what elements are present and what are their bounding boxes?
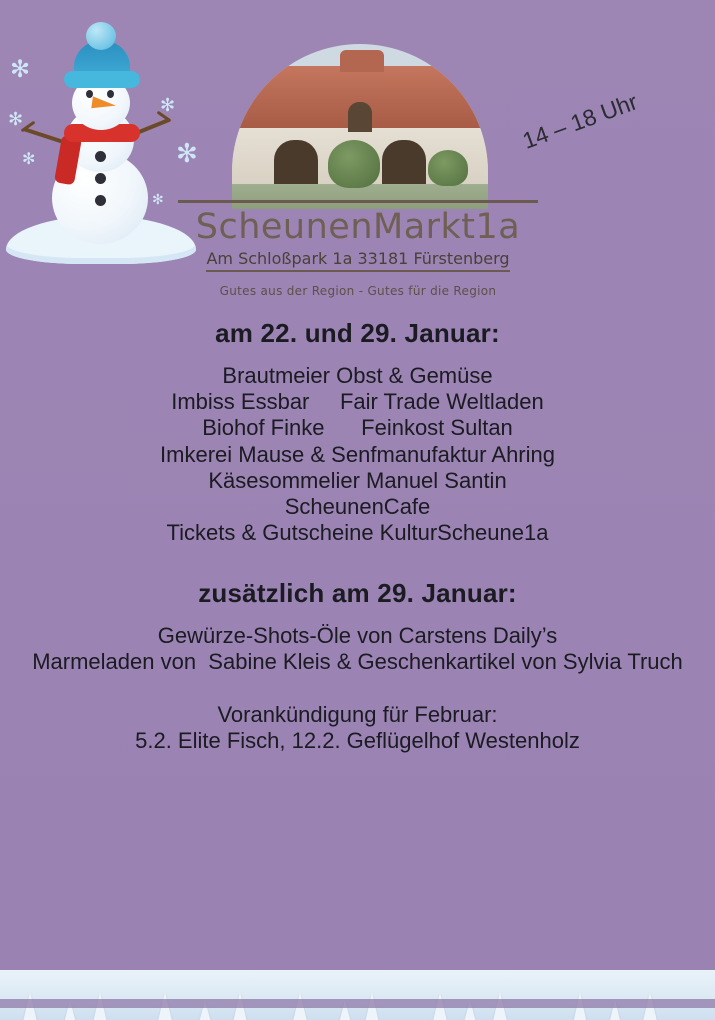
barn-door-left (274, 140, 318, 184)
brand-slogan: Gutes aus der Region - Gutes für die Region (219, 284, 497, 299)
snowflake-icon: ✻ (152, 191, 164, 207)
vendor-line: Imkerei Mause & Senfmanufaktur Ahring (160, 441, 555, 467)
poster-header (0, 0, 715, 310)
brand-address: Am Schloßpark 1a 33181 Fürstenberg (206, 249, 509, 272)
snowflake-icon: ✻ (160, 95, 176, 115)
snowman-pompom (86, 22, 116, 50)
barn-window (348, 102, 372, 132)
vendor-line: 5.2. Elite Fisch, 12.2. Geflügelhof Westenholz (135, 727, 580, 753)
brand-title: ScheunenMarkt1a (195, 207, 521, 247)
section-heading: am 22. und 29. Januar: (215, 318, 500, 348)
snowman-button-1 (95, 151, 106, 162)
snowflake-icon: ✻ (176, 138, 198, 168)
barn-door-right (382, 140, 426, 184)
vendor-line: Imbiss Essbar Fair Trade Weltladen (171, 389, 544, 415)
section-january-dates (0, 318, 715, 546)
spacer (0, 676, 715, 702)
section-additional-29 (0, 578, 715, 675)
vendor-line: ScheunenCafe (284, 493, 431, 519)
snowman-hat-brim (64, 71, 140, 88)
vendor-line: Brautmeier Obst & Gemüse (222, 363, 493, 388)
logo-block (178, 200, 538, 298)
vendor-line: Marmeladen von Sabine Kleis & Geschenkartikel von Sylvia Truch (32, 649, 683, 675)
barn-bush-right (428, 150, 468, 186)
barn-photo-icon (232, 44, 488, 209)
section-february-preview (0, 702, 715, 754)
vendor-line: Gewürze-Shots-Öle von Carstens Daily’s (157, 623, 558, 649)
spacer (0, 546, 715, 578)
section-heading: zusätzlich am 29. Januar: (198, 578, 517, 609)
winter-trees-icon (0, 765, 715, 1020)
vendor-line: Biohof Finke Feinkost Sultan (202, 415, 513, 441)
snowflake-icon: ✻ (10, 56, 31, 83)
vendor-line: Tickets & Gutscheine KulturScheune1a (166, 520, 549, 546)
snowman-eye-right (107, 90, 114, 98)
opening-hours-badge: 14 – 18 Uhr (519, 88, 641, 154)
section-heading: Vorankündigung für Februar: (217, 701, 498, 727)
snowflake-icon: ✻ (22, 151, 36, 168)
logo-divider-top (178, 200, 538, 203)
snowman-button-2 (95, 173, 106, 184)
snowflake-icon: ✻ (8, 109, 24, 129)
event-content (0, 318, 715, 754)
barn-bush-center (328, 140, 380, 188)
vendor-line: Käsesommelier Manuel Santin (208, 467, 507, 493)
snowman-button-3 (95, 195, 106, 206)
ground-strip (0, 999, 715, 1008)
